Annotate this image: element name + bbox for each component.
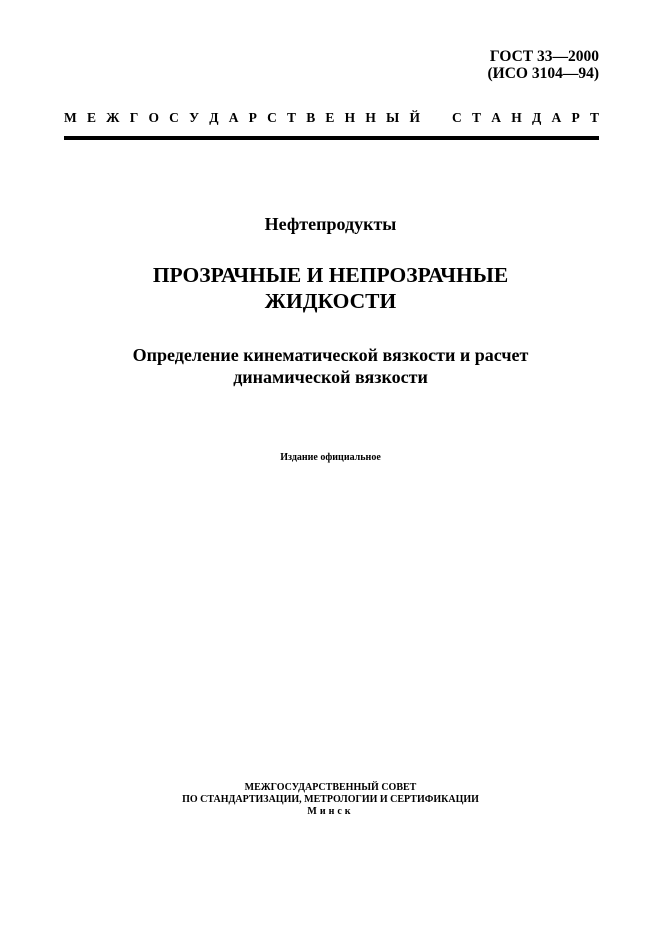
- subtitle-line: динамической вязкости: [233, 367, 428, 387]
- letter: Р: [571, 110, 580, 125]
- letter: О: [148, 110, 159, 125]
- letter: Е: [325, 110, 335, 125]
- letter: А: [491, 110, 501, 125]
- group-title: Нефтепродукты: [264, 214, 397, 234]
- letter: Е: [86, 110, 96, 125]
- main-title: [0, 262, 661, 314]
- letter: У: [189, 110, 200, 125]
- letter: С: [169, 110, 179, 125]
- letter: А: [551, 110, 562, 125]
- letter: Й: [409, 110, 420, 125]
- letter: Т: [287, 110, 297, 125]
- letter: М: [64, 110, 77, 125]
- letter: Т: [471, 110, 481, 125]
- iso-number: (ИСО 3104—94): [487, 65, 599, 82]
- letter: Н: [365, 110, 376, 125]
- letter: Д: [531, 110, 542, 125]
- letter: Д: [209, 110, 219, 125]
- publisher-city: Минск: [307, 806, 354, 817]
- letter: Ы: [386, 110, 400, 125]
- standard-type-word-standard: [452, 110, 599, 126]
- letter: Н: [511, 110, 522, 125]
- letter: С: [267, 110, 277, 125]
- letter: Т: [589, 110, 599, 125]
- letter: А: [228, 110, 239, 125]
- publisher-block: [0, 782, 661, 818]
- letter: В: [306, 110, 316, 125]
- header-divider: [64, 136, 599, 140]
- gost-number: ГОСТ 33—2000: [489, 48, 599, 65]
- letter: Р: [248, 110, 257, 125]
- edition-note: Издание официальное: [280, 452, 381, 463]
- standard-type-word-interstate: [64, 110, 420, 126]
- main-title-line: ЖИДКОСТИ: [264, 289, 397, 313]
- publisher-line: ПО СТАНДАРТИЗАЦИИ, МЕТРОЛОГИИ И СЕРТИФИКАЦИИ: [182, 794, 479, 805]
- standard-type-banner: [64, 110, 599, 126]
- standard-designation: [487, 48, 599, 82]
- letter: Ж: [106, 110, 120, 125]
- subtitle-line: Определение кинематической вязкости и расчет: [132, 345, 529, 365]
- letter: Н: [344, 110, 356, 125]
- publisher-line: МЕЖГОСУДАРСТВЕННЫЙ СОВЕТ: [244, 782, 417, 793]
- main-title-line: ПРОЗРАЧНЫЕ И НЕПРОЗРАЧНЫЕ: [152, 263, 509, 287]
- subtitle: [0, 344, 661, 388]
- letter: С: [452, 110, 462, 125]
- letter: Г: [129, 110, 139, 125]
